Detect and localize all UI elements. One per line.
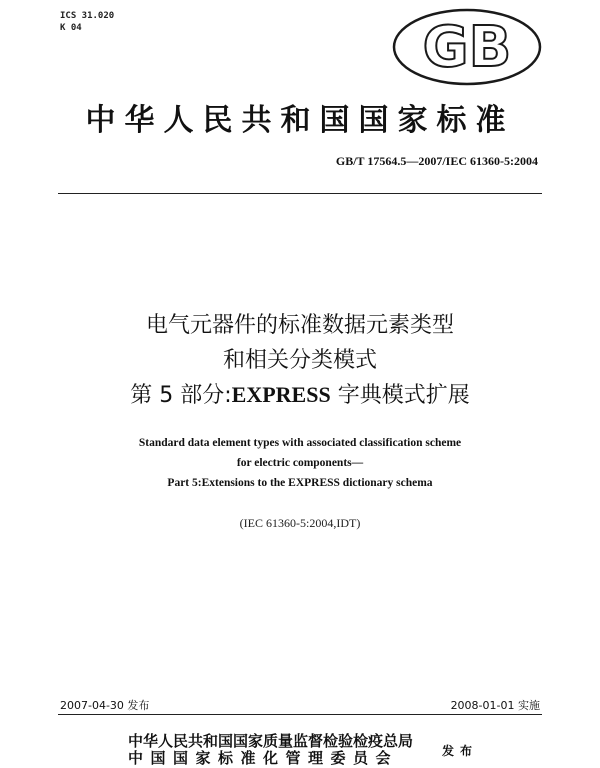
english-title-line-1: Standard data element types with associated classification scheme (138, 437, 462, 449)
chinese-title-express: EXPRESS (231, 382, 331, 407)
standard-number: GB/T 17564.5—2007/IEC 61360-5:2004 (335, 154, 538, 168)
chinese-title-part-suffix: 字典模式扩展 (330, 383, 470, 408)
chinese-title-line-2: 和相关分类模式 (222, 348, 377, 373)
top-divider (58, 193, 542, 194)
issuer-aqsiq: 中华人民共和国国家质量监督检验检疫总局 (128, 732, 414, 750)
chinese-title-line-3 (0, 378, 600, 409)
bottom-divider (58, 714, 542, 715)
country-standard-title: 中华人民共和国国家标准 (85, 103, 515, 138)
english-title-line-2: for electric components— (236, 457, 364, 469)
ccs-code: K 04 (60, 23, 82, 33)
classification-codes (60, 10, 114, 34)
implement-date: 2008-01-01 实施 (450, 699, 540, 712)
gb-logo-text: GB (422, 15, 512, 80)
adoption-note: (IEC 61360-5:2004,IDT) (239, 516, 361, 530)
chinese-title-line-1: 电气元器件的标准数据元素类型 (145, 313, 454, 338)
issuing-authorities (128, 733, 413, 767)
ics-code: ICS 31.020 (60, 11, 115, 21)
issue-label: 发布 (442, 744, 479, 758)
gb-logo (392, 8, 542, 86)
issuer-sac: 中国国家标准化管理委员会 (128, 749, 399, 767)
chinese-title-part-prefix: 第 5 部分: (130, 383, 232, 408)
english-title-line-3: Part 5:Extensions to the EXPRESS dictionary schema (167, 477, 433, 489)
publish-date: 2007-04-30 发布 (60, 699, 150, 712)
